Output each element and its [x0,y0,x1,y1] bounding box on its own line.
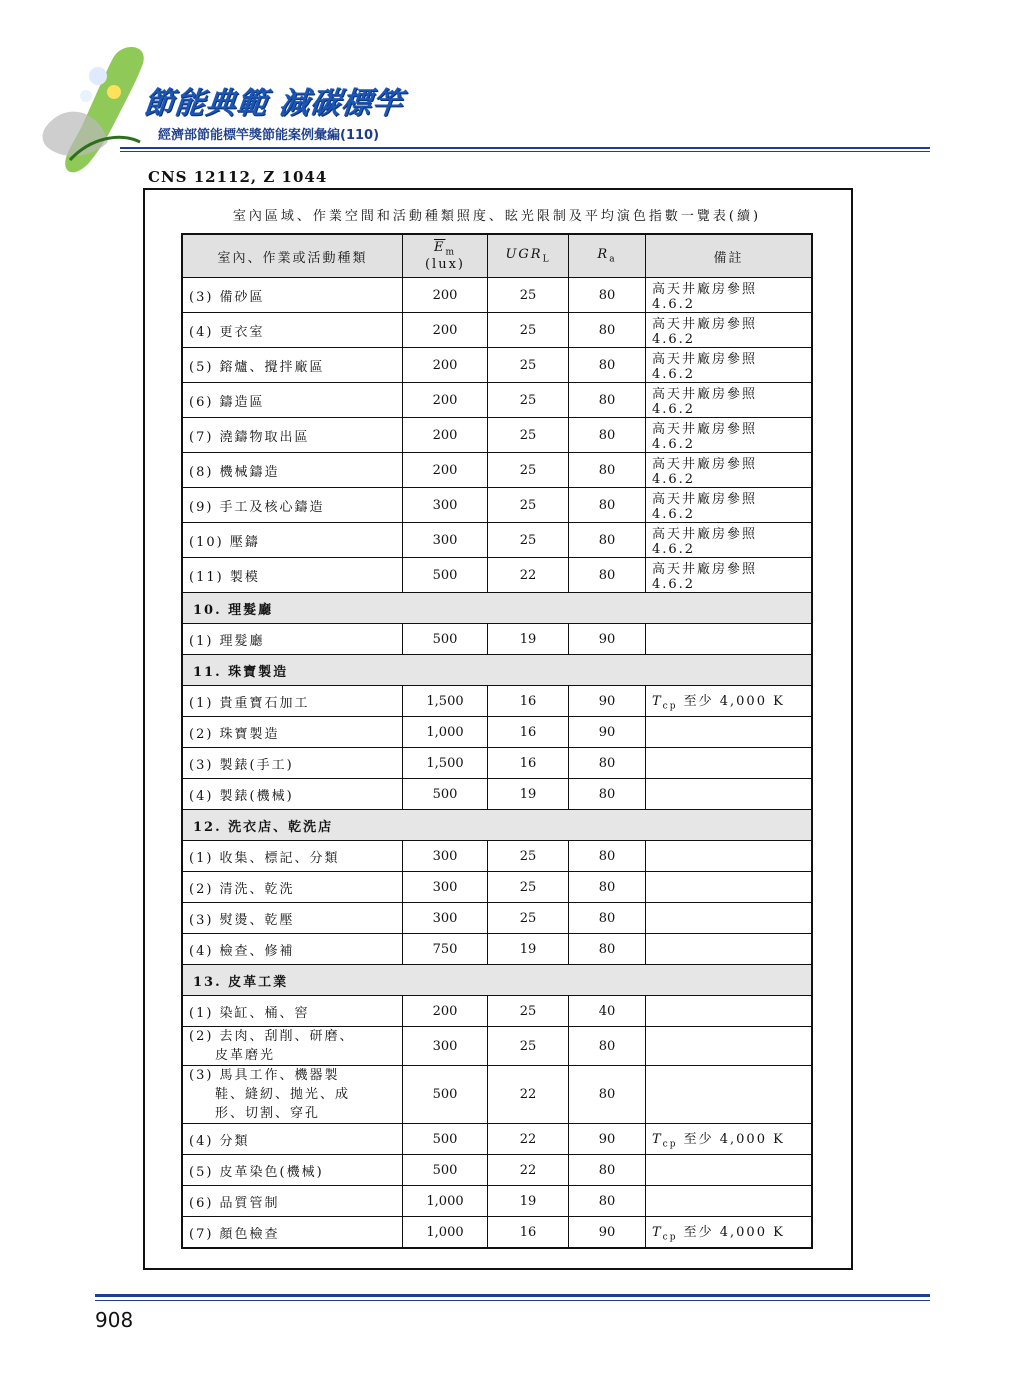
table-row [182,996,812,1027]
note-cell [646,624,813,655]
table-row [182,488,812,523]
note-cell [646,903,813,934]
ugr-cell: 25 [488,313,569,348]
section-title: 11. 珠寶製造 [182,655,812,686]
activity-cell: (4) 檢查、修補 [182,934,403,965]
table-row [182,1217,812,1249]
ugr-cell: 25 [488,841,569,872]
ugr-cell: 25 [488,418,569,453]
activity-cell: (5) 皮革染色(機械) [182,1155,403,1186]
em-cell: 200 [403,418,488,453]
activity-cell: (1) 染缸、桶、窖 [182,996,403,1027]
table-row [182,841,812,872]
note-cell [646,1027,813,1066]
ra-cell: 90 [569,624,646,655]
ra-cell: 80 [569,779,646,810]
note-cell [646,1155,813,1186]
note-cell: 高天井廠房參照 4.6.2 [646,523,813,558]
header-rule-thin [120,151,930,152]
ra-cell: 90 [569,686,646,717]
ugr-cell: 19 [488,624,569,655]
table-row [182,717,812,748]
table-row [182,903,812,934]
table-row [182,934,812,965]
note-cell [646,934,813,965]
section-header-row [182,593,812,624]
activity-cell: (8) 機械鑄造 [182,453,403,488]
activity-cell: (6) 品質管制 [182,1186,403,1217]
ugr-cell: 25 [488,523,569,558]
section-header-row [182,810,812,841]
em-cell: 300 [403,523,488,558]
note-cell: 高天井廠房參照 4.6.2 [646,453,813,488]
activity-cell: (4) 更衣室 [182,313,403,348]
ugr-cell: 16 [488,717,569,748]
activity-cell: (3) 熨燙、乾壓 [182,903,403,934]
ugr-cell: 25 [488,872,569,903]
activity-cell [182,1066,403,1124]
activity-line: 形、切割、穿孔 [215,1106,321,1121]
note-cell [646,1066,813,1124]
ugr-cell: 19 [488,779,569,810]
ra-cell: 90 [569,717,646,748]
table-row [182,383,812,418]
col-activity: 室內、作業或活動種類 [182,234,403,278]
ugr-cell: 25 [488,348,569,383]
note-cell: 高天井廠房參照 4.6.2 [646,418,813,453]
section-title: 13. 皮革工業 [182,965,812,996]
page-number: 908 [95,1308,134,1332]
ra-cell: 90 [569,1217,646,1249]
note-cell [646,779,813,810]
note-cell [646,841,813,872]
ugr-cell: 25 [488,996,569,1027]
activity-cell: (3) 備砂區 [182,278,403,313]
em-cell: 300 [403,903,488,934]
em-cell: 200 [403,453,488,488]
ugr-cell: 25 [488,488,569,523]
activity-cell: (1) 收集、標記、分類 [182,841,403,872]
ra-cell: 40 [569,996,646,1027]
table-caption: 室內區域、作業空間和活動種類照度、眩光限制及平均演色指數一覽表(續) [232,209,762,224]
table-row [182,1027,812,1066]
col-ugr: $UGR_L$ [488,234,569,278]
ra-cell: 80 [569,418,646,453]
note-cell [646,872,813,903]
activity-cell [182,1027,403,1066]
ra-cell: 80 [569,1066,646,1124]
activity-line: (2) 去肉、刮削、研磨、 [189,1029,355,1044]
ra-cell: 80 [569,278,646,313]
ra-cell: 80 [569,1186,646,1217]
em-cell: 1,000 [403,717,488,748]
table-row [182,558,812,593]
ugr-cell: 25 [488,383,569,418]
header-rule [120,147,930,149]
table-row [182,313,812,348]
table-row [182,748,812,779]
note-cell [646,717,813,748]
table-row [182,348,812,383]
activity-cell: (1) 理髮廳 [182,624,403,655]
ra-cell: 80 [569,1027,646,1066]
activity-cell: (11) 製模 [182,558,403,593]
em-cell: 300 [403,841,488,872]
em-cell: 300 [403,1027,488,1066]
ra-cell: 80 [569,453,646,488]
illuminance-table [181,233,813,1249]
col-ra: $R_a$ [569,234,646,278]
note-cell: 高天井廠房參照 4.6.2 [646,558,813,593]
ra-cell: 80 [569,313,646,348]
ugr-cell: 25 [488,278,569,313]
note-cell: $T_{cp}$ 至少 4,000 K [646,686,813,717]
em-cell: 750 [403,934,488,965]
table-row [182,872,812,903]
footer-rule-thin [95,1300,930,1301]
activity-cell: (4) 製錶(機械) [182,779,403,810]
table-row [182,453,812,488]
em-cell: 300 [403,488,488,523]
activity-line: 鞋、縫紉、拋光、成 [215,1087,351,1102]
em-cell: 500 [403,779,488,810]
activity-cell: (7) 顏色檢查 [182,1217,403,1249]
ra-cell: 80 [569,903,646,934]
activity-cell: (1) 貴重寶石加工 [182,686,403,717]
ra-cell: 80 [569,523,646,558]
activity-cell: (2) 清洗、乾洗 [182,872,403,903]
ra-cell: 80 [569,934,646,965]
em-cell: 200 [403,348,488,383]
activity-cell: (9) 手工及核心鑄造 [182,488,403,523]
table-row [182,1186,812,1217]
ugr-cell: 19 [488,1186,569,1217]
note-cell: $T_{cp}$ 至少 4,000 K [646,1217,813,1249]
note-cell [646,1186,813,1217]
activity-cell: (4) 分類 [182,1124,403,1155]
ugr-cell: 25 [488,1027,569,1066]
em-cell: 200 [403,278,488,313]
ra-cell: 80 [569,348,646,383]
section-title: 12. 洗衣店、乾洗店 [182,810,812,841]
note-cell: 高天井廠房參照 4.6.2 [646,278,813,313]
em-cell: 200 [403,383,488,418]
ra-cell: 80 [569,558,646,593]
ra-cell: 80 [569,488,646,523]
table-row [182,686,812,717]
section-header-row [182,655,812,686]
note-cell: 高天井廠房參照 4.6.2 [646,383,813,418]
em-cell: 500 [403,1066,488,1124]
note-cell [646,748,813,779]
ugr-cell: 22 [488,558,569,593]
standard-code: CNS 12112, Z 1044 [148,168,328,186]
activity-cell: (6) 鑄造區 [182,383,403,418]
ugr-cell: 22 [488,1155,569,1186]
em-cell: 500 [403,1155,488,1186]
note-cell: 高天井廠房參照 4.6.2 [646,313,813,348]
table-header-row [182,234,812,278]
activity-cell: (7) 澆鑄物取出區 [182,418,403,453]
ugr-cell: 25 [488,903,569,934]
ra-cell: 80 [569,872,646,903]
col-em: $\overline{E}_m$ (lux) [403,234,488,278]
section-header-row [182,965,812,996]
em-cell: 1,000 [403,1186,488,1217]
em-cell: 1,500 [403,748,488,779]
activity-cell: (5) 鎔爐、攪拌廠區 [182,348,403,383]
table-row [182,1066,812,1124]
table-row [182,523,812,558]
em-cell: 500 [403,1124,488,1155]
ugr-cell: 22 [488,1124,569,1155]
brand-subtitle: 經濟部節能標竿獎節能案例彙編(110) [158,128,380,143]
table-row [182,1155,812,1186]
ugr-cell: 22 [488,1066,569,1124]
em-cell: 1,000 [403,1217,488,1249]
activity-cell: (10) 壓鑄 [182,523,403,558]
em-cell: 500 [403,624,488,655]
ra-cell: 80 [569,748,646,779]
em-cell: 500 [403,558,488,593]
note-cell: 高天井廠房參照 4.6.2 [646,348,813,383]
em-cell: 200 [403,996,488,1027]
footer-rule [95,1294,930,1297]
table-row [182,1124,812,1155]
ugr-cell: 19 [488,934,569,965]
activity-cell: (3) 製錶(手工) [182,748,403,779]
em-cell: 1,500 [403,686,488,717]
ugr-cell: 16 [488,748,569,779]
ugr-cell: 25 [488,453,569,488]
ugr-cell: 16 [488,686,569,717]
ra-cell: 80 [569,841,646,872]
section-title: 10. 理髮廳 [182,593,812,624]
table-row [182,418,812,453]
col-note: 備註 [646,234,813,278]
activity-line: (3) 馬具工作、機器製 [189,1068,340,1083]
brand-title: 節能典範 減碳標竿 [141,86,405,121]
ra-cell: 80 [569,1155,646,1186]
note-cell: $T_{cp}$ 至少 4,000 K [646,1124,813,1155]
ra-cell: 90 [569,1124,646,1155]
ra-cell: 80 [569,383,646,418]
activity-cell: (2) 珠寶製造 [182,717,403,748]
table-row [182,278,812,313]
note-cell: 高天井廠房參照 4.6.2 [646,488,813,523]
em-cell: 300 [403,872,488,903]
note-cell [646,996,813,1027]
ugr-cell: 16 [488,1217,569,1249]
em-cell: 200 [403,313,488,348]
table-row [182,624,812,655]
activity-line: 皮革磨光 [215,1048,276,1063]
table-row [182,779,812,810]
